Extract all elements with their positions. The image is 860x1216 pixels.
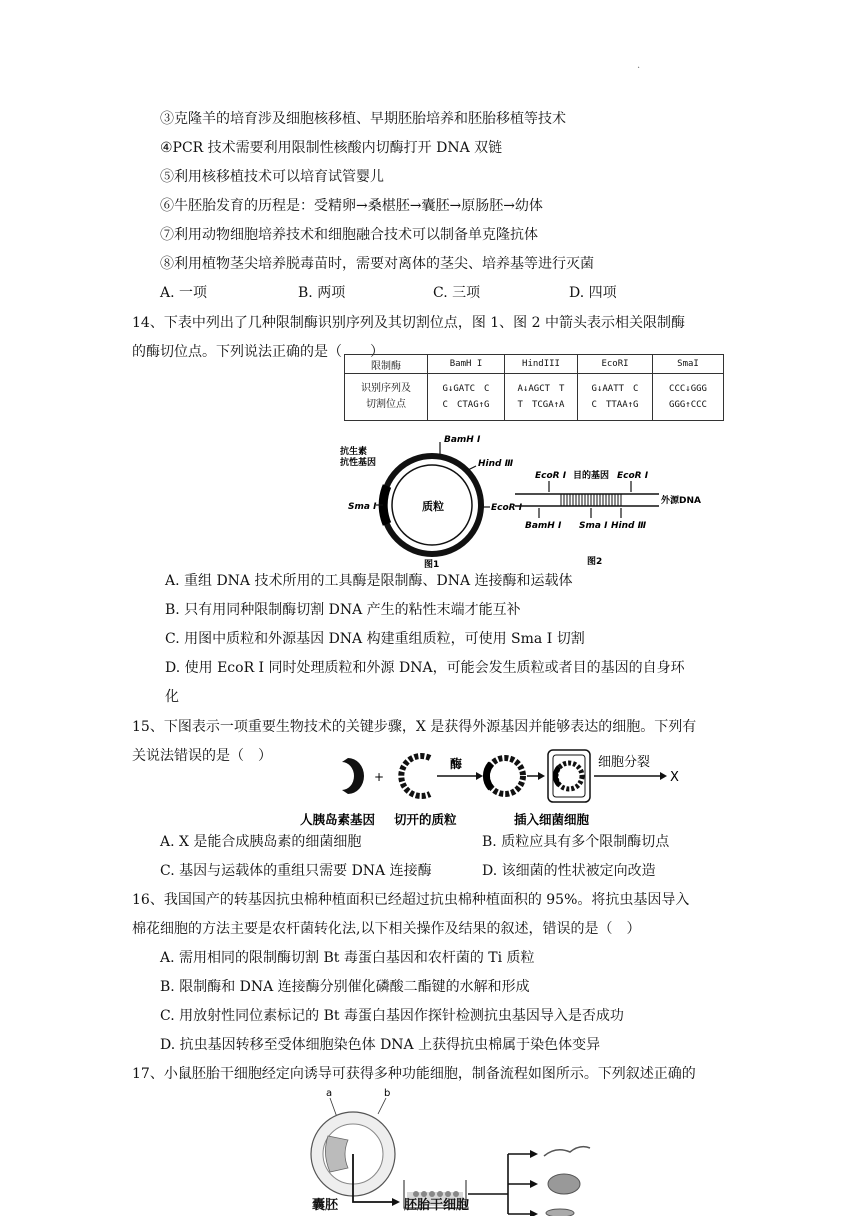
ecori-top: G↓AATT C (591, 384, 639, 394)
inner-cell-mass (325, 1136, 348, 1172)
insulin-gene-shape (342, 758, 364, 794)
irregular-cell-shape (548, 1174, 580, 1194)
q16-option-b[interactable]: B. 限制酶和 DNA 连接酶分别催化磷酸二酯键的水解和形成 (160, 979, 530, 995)
smai-top: CCC↓GGG (669, 384, 707, 394)
plasmid-label: 切开的质粒 (394, 812, 457, 827)
spindle-cell-shape (546, 1209, 574, 1216)
plasmid-in-cell (556, 763, 582, 789)
q13-item-6: ⑥牛胚胎发育的历程是：受精卵→桑椹胚→囊胚→原肠胚→幼体 (160, 198, 543, 214)
smai-bottom: GGG↑CCC (669, 400, 707, 410)
division-label: 细胞分裂 (598, 755, 651, 770)
cell-bamhi (428, 374, 505, 421)
table-header-ecori: EcoRI (578, 355, 653, 374)
q13-item-5: ⑤利用核移植技术可以培育试管婴儿 (160, 169, 384, 185)
q13-option-b[interactable]: B. 两项 (298, 285, 346, 301)
resistance-gene-segment (383, 486, 387, 524)
enzyme-arrowhead (476, 772, 483, 780)
insert-label: 插入细菌细胞 (514, 812, 590, 827)
q15-process-figure (300, 744, 690, 834)
q13-item-8: ⑧利用植物茎尖培养脱毒苗时，需要对离体的茎尖、培养基等进行灭菌 (160, 256, 594, 272)
bamhi-top: G↓GATC C (442, 384, 490, 394)
plasmid-figure-1 (340, 430, 523, 570)
cut-plasmid-shape (401, 756, 430, 796)
q14-option-c[interactable]: C. 用图中质粒和外源基因 DNA 构建重组质粒，可使用 Sma I 切割 (165, 631, 585, 647)
branch-top-arrowhead (530, 1150, 538, 1158)
fig1-center-label: 质粒 (422, 500, 444, 513)
hindiii-top: A↓AGCT T (517, 384, 565, 394)
q13-item-3: ③克隆羊的培育涉及细胞核移植、早期胚胎培养和胚胎移植等技术 (160, 111, 566, 127)
q15-stem-line1: 15、下图表示一项重要生物技术的关键步骤，X 是获得外源基因并能够表达的细胞。下列有 (132, 719, 697, 735)
fig1-hind-label: Hind Ⅲ (478, 459, 514, 469)
fig2-ecor-right-label: EcoR I (617, 471, 649, 481)
blastocyst-label: 囊胚 (312, 1198, 339, 1213)
table-header-hindiii: HindIII (505, 355, 578, 374)
hind-arrow (468, 466, 476, 470)
cell-hindiii (505, 374, 578, 421)
nerve-cell-shape (544, 1147, 590, 1156)
q16-option-c[interactable]: C. 用放射性同位素标记的 Bt 毒蛋白基因作探针检测抗虫基因导入是否成功 (160, 1008, 624, 1024)
recombinant-insert-segment (486, 764, 491, 788)
enzyme-label: 酶 (450, 757, 463, 771)
branch-middle-arrowhead (530, 1180, 538, 1188)
hindiii-bottom: T TCGA↑A (517, 400, 565, 410)
fig2-bamh-label: BamH I (525, 521, 562, 531)
restriction-enzyme-table (344, 354, 724, 421)
q14-option-a[interactable]: A. 重组 DNA 技术所用的工具酶是限制酶、DNA 连接酶和运载体 (165, 573, 573, 589)
q16-option-a[interactable]: A. 需用相同的限制酶切割 Bt 毒蛋白基因和农杆菌的 Ti 质粒 (160, 950, 535, 966)
q17-stem-line1: 17、小鼠胚胎干细胞经定向诱导可获得多种功能细胞，制备流程如图所示。下列叙述正确的 (132, 1066, 696, 1082)
ecori-bottom: C TTAA↑G (591, 400, 639, 410)
q15-option-a[interactable]: A. X 是能合成胰岛素的细菌细胞 (160, 834, 362, 850)
fig1-sma-label: Sma I (348, 502, 377, 512)
label-b: b (384, 1088, 391, 1099)
table-header-enzyme: 限制酶 (345, 355, 428, 374)
fig1-resist-label-1: 抗生素 (340, 447, 368, 457)
q14-option-b[interactable]: B. 只有用同种限制酶切割 DNA 产生的粘性末端才能互补 (165, 602, 521, 618)
bamhi-bottom: C CTAG↑G (442, 400, 490, 410)
q14-stem-line2: 的酶切位点。下列说法正确的是（ ） (132, 344, 384, 360)
insert-arrowhead (538, 772, 545, 780)
q16-stem-line2: 棉花细胞的方法主要是农杆菌转化法,以下相关操作及结果的叙述，错误的是（ ） (132, 921, 641, 937)
row-label-line2: 切割位点 (366, 399, 406, 410)
q16-option-d[interactable]: D. 抗虫基因转移至受体细胞染色体 DNA 上获得抗虫棉属于染色体变异 (160, 1037, 601, 1053)
q15-stem-line2: 关说法错误的是（ ） (132, 748, 272, 764)
q15-option-c[interactable]: C. 基因与运载体的重组只需要 DNA 连接酶 (160, 863, 432, 879)
fig1-resist-label-2: 抗性基因 (340, 458, 377, 468)
q13-option-a[interactable]: A. 一项 (160, 285, 208, 301)
table-row-label (345, 374, 428, 421)
pointer-b (378, 1098, 386, 1114)
x-label: X (670, 770, 679, 785)
fig2-caption: 图2 (587, 557, 603, 567)
q13-item-4: ④PCR 技术需要利用限制性核酸内切酶打开 DNA 双链 (160, 140, 503, 156)
fig2-hind-label: Hind Ⅲ (611, 521, 647, 531)
fig2-ecor-left-label: EcoR I (535, 471, 567, 481)
cell-ecori (578, 374, 653, 421)
q15-option-d[interactable]: D. 该细菌的性状被定向改造 (482, 863, 656, 879)
q16-stem-line1: 16、我国国产的转基因抗虫棉种植面积已经超过抗虫棉种植面积的 95%。将抗虫基因导入 (132, 892, 690, 908)
fig2-target-label: 目的基因 (573, 471, 610, 481)
fig2-target-gene-hatch (561, 494, 621, 506)
q13-option-d[interactable]: D. 四项 (569, 285, 617, 301)
table-header-smai: SmaI (653, 355, 724, 374)
fig1-caption: 图1 (424, 560, 440, 570)
label-a: a (326, 1088, 333, 1099)
branch-bottom-arrowhead (530, 1210, 538, 1216)
division-arrowhead (660, 772, 667, 780)
page-marker: . (637, 60, 641, 71)
foreign-dna-figure-2 (515, 462, 701, 568)
fig2-sma-label: Sma I (579, 521, 608, 531)
q14-stem-line1: 14、下表中列出了几种限制酶识别序列及其切割位点，图 1、图 2 中箭头表示相关限制酶 (132, 315, 685, 331)
flow-arrowhead-to-es (392, 1198, 400, 1206)
gene-label: 人胰岛素基因 (300, 812, 376, 827)
table-header-bamhi: BamH I (428, 355, 505, 374)
q17-embryo-figure (308, 1084, 600, 1216)
cell-smai (653, 374, 724, 421)
fig1-ecor-label: EcoR I (491, 503, 523, 513)
es-cell-label: 胚胎干细胞 (404, 1198, 470, 1213)
fig2-foreign-label: 外源DNA (661, 496, 701, 506)
fig1-bamh-label: BamH I (444, 435, 481, 445)
q13-option-c[interactable]: C. 三项 (433, 285, 481, 301)
row-label-line1: 识别序列及 (361, 383, 411, 394)
q13-item-7: ⑦利用动物细胞培养技术和细胞融合技术可以制备单克隆抗体 (160, 227, 538, 243)
q14-option-d-continued: 化 (165, 689, 179, 705)
q14-option-d[interactable]: D. 使用 EcoR I 同时处理质粒和外源 DNA，可能会发生质粒或者目的基因的自身环 (165, 660, 685, 676)
q15-option-b[interactable]: B. 质粒应具有多个限制酶切点 (482, 834, 670, 850)
plus-sign: + (374, 770, 385, 784)
recombinant-plasmid-shape (487, 758, 523, 794)
